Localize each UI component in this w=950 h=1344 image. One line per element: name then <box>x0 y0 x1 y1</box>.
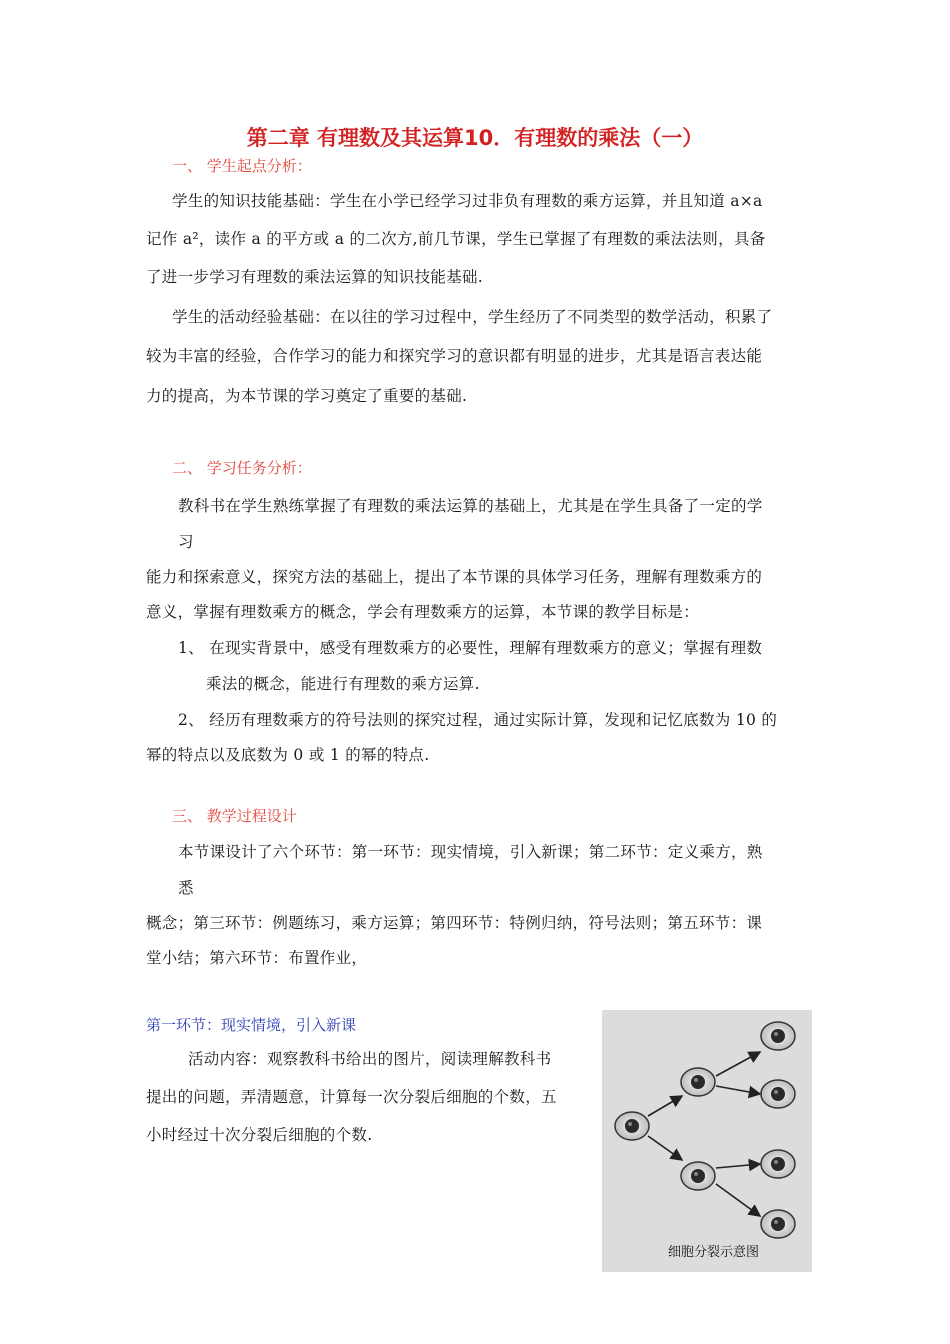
paragraph-line: 意义，掌握有理数乘方的概念，学会有理数乘方的运算，本节课的教学目标是： <box>146 603 700 621</box>
paragraph-line: 教科书在学生熟练掌握了有理数的乘法运算的基础上，尤其是在学生具备了一定的学 <box>178 497 763 515</box>
objective-item-2: 2、 经历有理数乘方的符号法则的探究过程，通过实际计算，发现和记忆底数为 10 的 <box>178 711 778 729</box>
section-heading-2: 二、 学习任务分析： <box>172 459 312 477</box>
section-heading-1: 一、 学生起点分析： <box>172 157 312 175</box>
paragraph-line: 提出的问题，弄清题意，计算每一次分裂后细胞的个数，五 <box>146 1088 557 1106</box>
page-title: 第二章 有理数及其运算10．有理数的乘法（一） <box>246 126 704 150</box>
paragraph-line: 力的提高，为本节课的学习奠定了重要的基础. <box>146 387 468 405</box>
division-arrow <box>648 1096 682 1116</box>
objective-item-2-cont: 幂的特点以及底数为 0 或 1 的幂的特点. <box>146 746 430 764</box>
paragraph-line: 学生的知识技能基础：学生在小学已经学习过非负有理数的乘方运算，并且知道 a×a <box>172 192 763 210</box>
paragraph-line: 记作 a²，读作 a 的平方或 a 的二次方,前几节课，学生已掌握了有理数的乘法法则，具备 <box>146 230 766 248</box>
objective-item-1: 1、 在现实背景中，感受有理数乘方的必要性，理解有理数乘方的意义；掌握有理数 <box>178 639 763 657</box>
section-heading-3: 三、 教学过程设计 <box>172 807 297 825</box>
paragraph-line: 学生的活动经验基础：在以往的学习过程中，学生经历了不同类型的数学活动，积累了 <box>172 308 773 326</box>
division-arrow <box>648 1136 682 1160</box>
cell-icon <box>761 1080 795 1108</box>
cell-icon <box>761 1150 795 1178</box>
division-arrow <box>716 1086 760 1094</box>
division-arrow <box>716 1164 760 1168</box>
paragraph-line: 能力和探索意义，探究方法的基础上，提出了本节课的具体学习任务，理解有理数乘方的 <box>146 568 763 586</box>
paragraph-line: 活动内容：观察教科书给出的图片，阅读理解教科书 <box>188 1050 552 1068</box>
cell-icon <box>681 1162 715 1190</box>
figure-caption: 细胞分裂示意图 <box>668 1245 760 1260</box>
division-arrow <box>716 1184 760 1216</box>
paragraph-line: 本节课设计了六个环节：第一环节：现实情境，引入新课；第二环节：定义乘方，熟 <box>178 843 763 861</box>
cell-icon <box>681 1068 715 1096</box>
paragraph-line: 了进一步学习有理数的乘法运算的知识技能基础. <box>146 268 484 286</box>
step1-heading: 第一环节：现实情境，引入新课 <box>146 1016 357 1034</box>
division-arrow <box>716 1052 760 1076</box>
cell-division-figure <box>602 1010 812 1272</box>
cell-icon <box>615 1112 649 1140</box>
objective-item-1-cont: 乘法的概念，能进行有理数的乘方运算. <box>206 675 480 693</box>
cell-group <box>615 1022 795 1238</box>
paragraph-line: 习 <box>178 533 194 551</box>
paragraph-line: 悉 <box>178 879 194 897</box>
paragraph-line: 较为丰富的经验，合作学习的能力和探究学习的意识都有明显的进步，尤其是语言表达能 <box>146 347 763 365</box>
cell-icon <box>761 1210 795 1238</box>
paragraph-line: 概念；第三环节：例题练习，乘方运算；第四环节：特例归纳，符号法则；第五环节：课 <box>146 914 763 932</box>
cell-icon <box>761 1022 795 1050</box>
paragraph-line: 小时经过十次分裂后细胞的个数. <box>146 1126 373 1144</box>
paragraph-line: 堂小结；第六环节：布置作业， <box>146 949 368 967</box>
